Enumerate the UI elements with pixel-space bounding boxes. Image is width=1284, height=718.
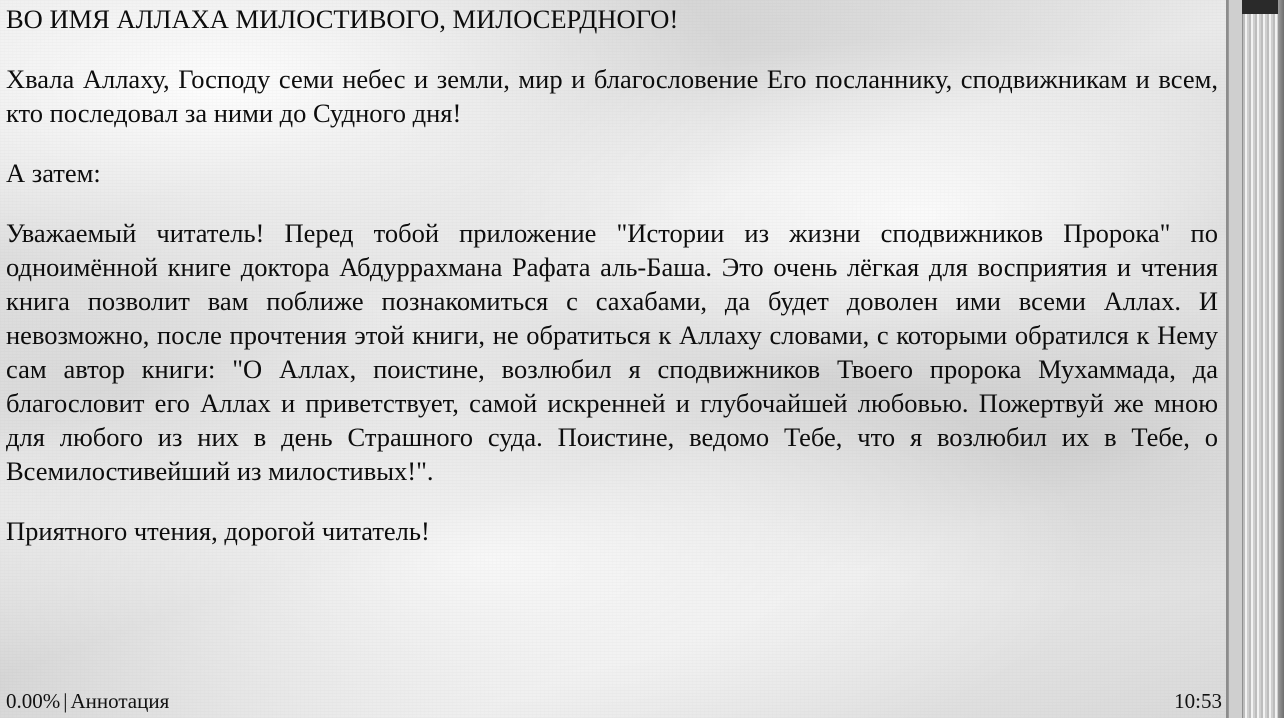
scrollbar-thumb[interactable] — [1242, 0, 1282, 14]
scrollbar[interactable] — [1228, 0, 1284, 718]
clock: 10:53 — [1174, 688, 1222, 713]
paragraph-closing: Приятного чтения, дорогой читатель! — [6, 516, 430, 546]
paragraph-heading: ВО ИМЯ АЛЛАХА МИЛОСТИВОГО, МИЛОСЕРДНОГО! — [6, 4, 679, 34]
chapter-title: Аннотация — [70, 688, 170, 713]
paragraph-body: Уважаемый читатель! Перед тобой приложение "Истории из жизни сподвижников Пророка" по одноимённой книге доктора Абдуррахмана Рафата аль-Баша. Это очень лёгкая для восприятия и чтения книга позволит вам поближе познакомиться с сахабами, да будет доволен ими всеми Аллах. И невозможно, после прочтения этой книги, не обратиться к Аллаху словами, с которыми обратился к Нему сам автор книги: "О Аллах, поистине, возлюбил я сподвижников Твоего пророка Мухаммада, да благословит его Аллах и приветствует, самой искренней и глубочайшей любовью. Пожертвуй же мною для любого из них в день Страшного суда. Поистине, ведомо Тебе, что я возлюбил их в Тебе, о Всемилостивейший из милостивых!". — [6, 218, 1218, 486]
paragraph-transition: А затем: — [6, 158, 101, 188]
status-left — [6, 689, 169, 714]
reading-progress: 0.00% — [6, 688, 61, 713]
status-right — [1174, 689, 1222, 714]
scrollbar-track[interactable] — [1242, 0, 1282, 718]
book-text[interactable] — [2, 2, 1224, 548]
status-bar — [0, 684, 1228, 718]
status-separator: | — [63, 688, 68, 713]
scrollbar-edge — [1278, 0, 1284, 718]
paragraph-praise: Хвала Аллаху, Господу семи небес и земли, мир и благословение Его посланнику, сподвижникам и всем, кто последовал за ними до Судного дня! — [6, 64, 1218, 128]
